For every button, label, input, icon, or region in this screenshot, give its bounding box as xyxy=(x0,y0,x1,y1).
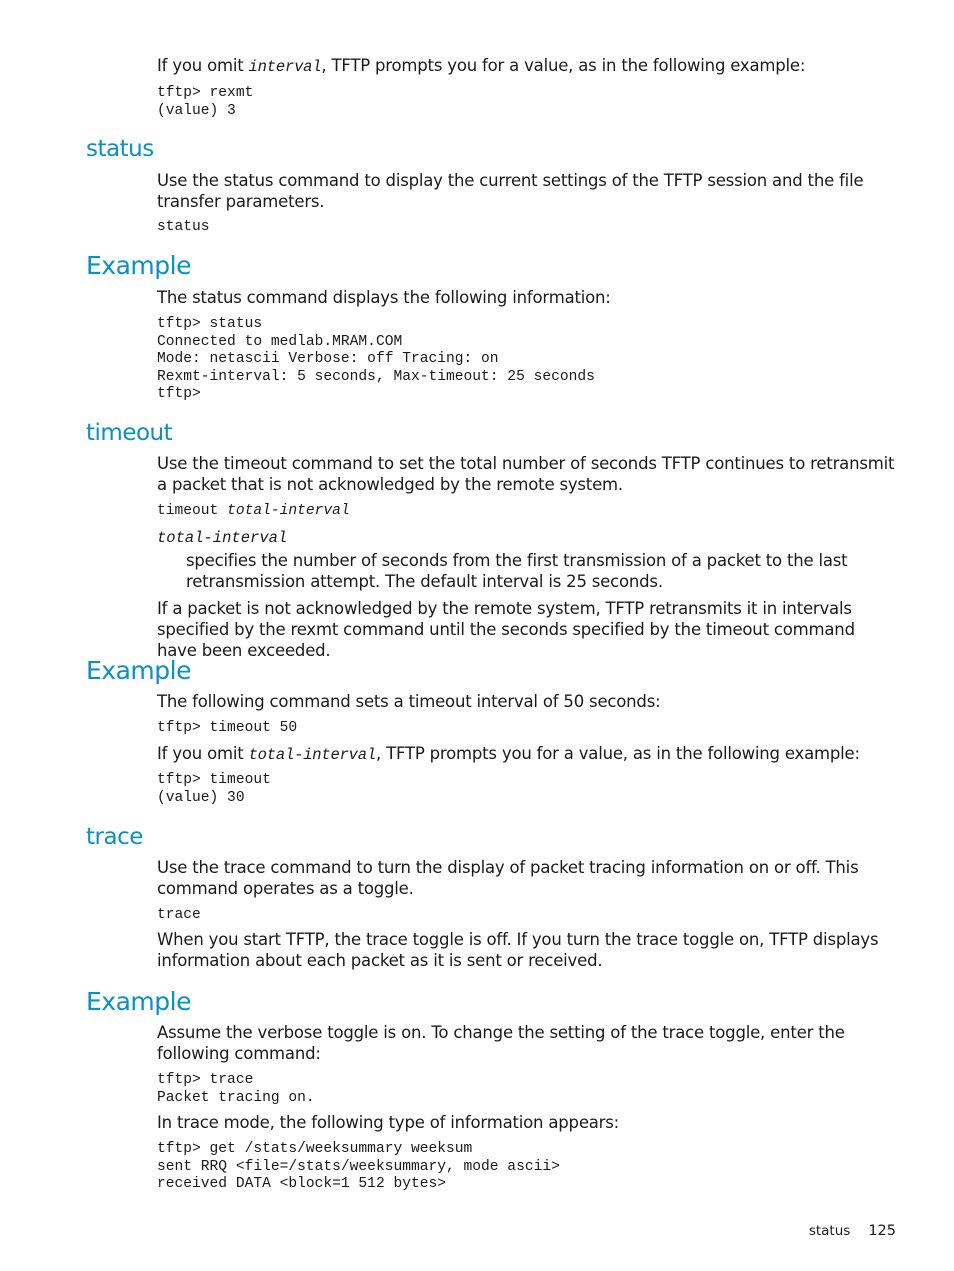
text: , TFTP prompts you for a value, as in the following example: xyxy=(321,56,806,75)
code-timeout-syntax xyxy=(157,503,350,521)
trace-description: Use the trace command to turn the display of packet tracing information on or off. This command operates as a toggle. xyxy=(157,858,859,898)
code-timeout-50: tftp> timeout 50 xyxy=(157,720,298,736)
timeout-note: If a packet is not acknowledged by the remote system, TFTP retransmits it in intervals specified by the rexmt command until the seconds specified by the timeout command have been exceeded. xyxy=(157,599,855,660)
text: , TFTP prompts you for a value, as in the following example: xyxy=(375,744,860,763)
variable-interval: interval xyxy=(248,58,322,76)
heading-timeout: timeout xyxy=(86,420,173,446)
text: If you omit xyxy=(157,744,249,763)
trace-note: When you start TFTP, the trace toggle is off. If you turn the trace toggle on, TFTP displays information about each packet as it is sent or received. xyxy=(157,930,879,970)
heading-example-trace: Example xyxy=(86,987,191,1016)
example-timeout-intro: The following command sets a timeout interval of 50 seconds: xyxy=(157,692,661,711)
timeout-description: Use the timeout command to set the total number of seconds TFTP continues to retransmit a packet that is not acknowledged by the remote system. xyxy=(157,454,895,494)
example-trace-intro: Assume the verbose toggle is on. To change the setting of the trace toggle, enter the following command: xyxy=(157,1023,845,1063)
page-number: 125 xyxy=(868,1223,896,1239)
text: If you omit xyxy=(157,56,249,75)
code-trace-output: tftp> get /stats/weeksummary weeksum sent RRQ <file=/stats/weeksummary, mode ascii> received DATA <block=1 512 bytes> xyxy=(157,1141,560,1192)
code-status-syntax: status xyxy=(157,219,210,235)
code-status-output: tftp> status Connected to medlab.MRAM.COM Mode: netascii Verbose: off Tracing: on Rexmt-interval: 5 seconds, Max-timeout: 25 seconds tftp> xyxy=(157,316,595,402)
footer-section: status xyxy=(808,1223,851,1239)
omit-total-interval-paragraph xyxy=(157,743,897,766)
code-trace-toggle: tftp> trace Packet tracing on. xyxy=(157,1072,315,1106)
syntax-command: timeout xyxy=(157,503,228,519)
syntax-argument: total-interval xyxy=(227,503,350,519)
term-total-interval: total-interval xyxy=(157,529,288,547)
page-footer xyxy=(809,1223,896,1239)
example-status-intro: The status command displays the following information: xyxy=(157,288,611,307)
heading-example-status: Example xyxy=(86,251,191,280)
status-description: Use the status command to display the current settings of the TFTP session and the file transfer parameters. xyxy=(157,171,864,211)
heading-example-timeout: Example xyxy=(86,656,191,685)
term-definition: specifies the number of seconds from the first transmission of a packet to the last retransmission attempt. The default interval is 25 seconds. xyxy=(186,551,848,591)
heading-trace: trace xyxy=(86,824,143,850)
omit-interval-paragraph xyxy=(157,55,897,78)
code-timeout-prompt: tftp> timeout (value) 30 xyxy=(157,772,271,806)
trace-mode-paragraph: In trace mode, the following type of information appears: xyxy=(157,1113,620,1132)
heading-status: status xyxy=(86,136,154,162)
variable-total-interval: total-interval xyxy=(248,746,376,764)
code-rexmt-example: tftp> rexmt (value) 3 xyxy=(157,85,254,119)
code-trace-syntax: trace xyxy=(157,907,201,923)
